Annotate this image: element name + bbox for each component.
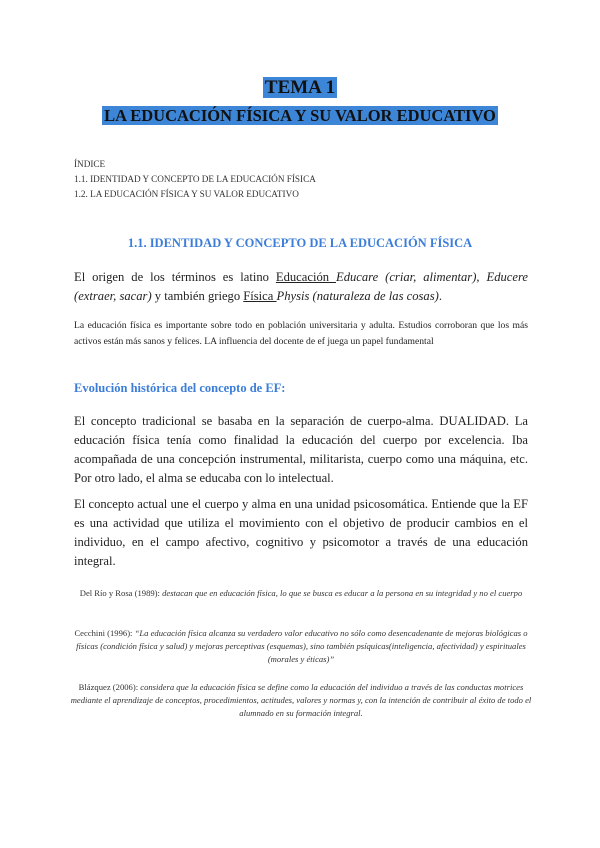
index-heading: ÍNDICE <box>74 159 106 169</box>
quote-blazquez <box>66 681 536 720</box>
quote-text: considera que la educación física se define como la educación del individuo a través de las conductas motrices mediante el aprendizaje de conceptos, procedimientos, actitudes, valores y normas y, con la intención de contribuir al éxito de todo el alumnado en su formación integral. <box>70 682 532 718</box>
quote-author: Blázquez (2006): <box>78 682 141 692</box>
origin-text: y también griego <box>151 289 244 303</box>
section-heading: 1.1. IDENTIDAD Y CONCEPTO DE LA EDUCACIÓN FÍSICA <box>127 236 473 250</box>
origin-etymology: Educare (criar, alimentar), Educere (extraer, sacar) <box>74 270 528 303</box>
quote-text: destacan que en educación física, lo que se busca es educar a la persona en su integridad y no el cuerpo <box>162 588 523 598</box>
evolution-paragraph-current: El concepto actual une el cuerpo y alma en una unidad psicosomática. Entiende que la EF es una actividad que utiliza el movimiento con el objetivo de producir cambios en el individuo, en el campo afectivo, cognitivo y psicomotor a través de una educación integral. <box>74 497 528 568</box>
origin-text: El origen de los términos es latino <box>74 270 276 284</box>
origin-text: . <box>438 289 442 303</box>
index-block <box>74 157 316 202</box>
quote-author: Del Río y Rosa (1989): <box>79 588 163 598</box>
origin-etymology: Physis (naturaleza de las cosas) <box>276 289 439 303</box>
index-item: 1.2. LA EDUCACIÓN FÍSICA Y SU VALOR EDUCATIVO <box>74 189 299 199</box>
index-item: 1.1. IDENTIDAD Y CONCEPTO DE LA EDUCACIÓN FÍSICA <box>74 174 316 184</box>
title-subtitle <box>0 106 600 125</box>
evolution-paragraph-traditional: El concepto tradicional se basaba en la separación de cuerpo-alma. DUALIDAD. La educación física tenía como finalidad la educación del cuerpo por excelencia. Iba acompañada de una concepción instrumental, militarista, cuerpo como una máquina, etc. Por otro lado, el alma se educaba con lo intelectual. <box>74 414 528 485</box>
quote-del-rio <box>66 587 536 600</box>
importance-paragraph: La educación física es importante sobre todo en población universitaria y adulta. Estudios corroboran que los más activos están más sanos y felices. LA influencia del docente de ef juega un papel fundamental <box>74 320 528 347</box>
tema-label: TEMA 1 <box>264 77 336 98</box>
quote-author: Cecchini (1996): <box>74 628 135 638</box>
term-fisica: Física <box>243 289 277 303</box>
quote-cecchini <box>66 627 536 666</box>
title-tema <box>0 77 600 99</box>
term-educacion: Educación <box>275 270 336 284</box>
evolution-heading: Evolución histórica del concepto de EF: <box>74 381 286 395</box>
origin-paragraph <box>74 268 528 306</box>
quote-text: “La educación física alcanza su verdadero valor educativo no sólo como desencadenante de mejoras biológicas o físicas (condición física y salud) y mejoras perceptivas (esquemas), sino también psíquicas(inteligencia, afectividad) y espirituales (morales y éticas)” <box>76 628 528 664</box>
subtitle-label: LA EDUCACIÓN FÍSICA Y SU VALOR EDUCATIVO <box>104 106 496 125</box>
